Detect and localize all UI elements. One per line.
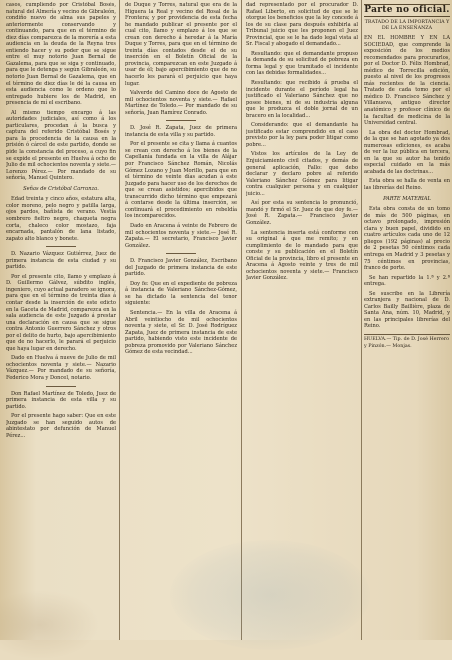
- advert-text: EN EL HOMBRE Y EN LA SOCIEDAD, que comprende la exposición de los medios recomendados para procurarlos, por el Doctor D. Félix Hombrad, médico de Torrecilla edición, puesto al nivel de los progresos más recientes de la ciencia. Tratado de cada tomo por el médico D. Francisco Sánchez y Villanueva, antiguo director anatómico y profesor clínico de la facultad de medicina de la Universidad central.: [364, 35, 450, 127]
- edict-signature: Valverde del Camino doce de Agosto de mil ochocientos noventa y siete.— Rafael Martínez de Toledo.— Por mandado de su señoría, Juan Ramírez Conrado.: [125, 90, 237, 116]
- edict-text: casos, cumpliendo por Cristóbal Bosés, natural del Almería y vecino de Gibraleón, condiño nuevo de alma sus papeles y anteriormente conservando y continuando, para que en el término de diez días comparezca de la morería a esta audiencia en la deuda de la Reyna tres entiendo hacer y su poder que se sigue entre el muy notorio Juan Bernal de Gazalema, para que se siga y continuado, para que le detenga y según Gibraleón, su notorio Juan Bernal de Gazalema, que en el término de diez días le dé la causa en esta audiencia como le ordeno que lo entregado hubiere los de Madrid, en presencia de mí el escribano.: [6, 2, 116, 107]
- sentence-text: dad representado por el procurador D. Rafael Liberto, en solicitud de que se le otorgue los beneficios que la ley concede á los de su clase para después exhibirla al Tribunal juicio que les proponen el Juez Provincial, que se le ha dado legal vista al Sr. Fiscal y abogado el demandado...: [246, 2, 358, 48]
- advert-text: Esta obra consta de un tomo de más de 500 páginas, en octavo prolongado, impresión clara y buen papel, dividido en cuatro artículos cada uno de 12 pliegos (192 páginas) al precio de 2 pesetas 50 céntimos cada entrega en Madrid y 3 pesetas y 75 céntimos en provincias, franco de porte.: [364, 206, 450, 272]
- edict-text: Por el presente hago saber: Que en este Juzgado se han seguido autos de abintestato por defunción de Manuel Pérez...: [6, 413, 116, 439]
- edict-text: Al mismo tiempo encargo á las autoridades judiciales, así como á los particulares, procedan á la busca y captura del referido Cristóbal Bosés y para la procedencia de la causa en la prisión ó cárcel de este partido, donde se pide la constancia del proceso, a cuyo fin se expide el presente en Huelva á ocho de Julio de mil ochocientos noventa y siete.— Lorenzo Pérez.— Por mandado de su señoría, Manuel Quintero.: [6, 109, 116, 182]
- sentence-text: Vistos los artículos de la Ley de Enjuiciamiento civil citados, y demás de general aplicación, Fallo: que debo declarar y declaro pobre al referido Valeriano Sánchez Gómez para litigar contra cualquier persona y en cualquier juicio...: [246, 151, 358, 197]
- sentence-text: Resultando: que recibido á prueba el incidente durante el período legal ha justificado el Valeriano Sánchez que no posee bienes, ni de su industria alguna que le produzca el doble jornal de un bracero en la localidad...: [246, 80, 358, 119]
- advert-subheading: PARTE MATERIAL: [383, 195, 431, 202]
- column-4: [364, 2, 450, 640]
- advert-text: Esta obra se halla de venta en las librerías del Reino.: [364, 178, 450, 192]
- edict-text: Doy fe: Que en el expediente de pobreza á instancia de Valeriano Sánchez-Gómez, se ha dictado la sentencia del tenor siguiente:: [125, 280, 237, 307]
- edict-heading: D. Francisco Javier González, Escribano del Juzgado de primera instancia de este partido.: [125, 258, 237, 278]
- sentence-text: Considerando: que el demandante ha justificado estar comprendido en el caso previsto por la ley para poder litigar como pobre...: [246, 122, 358, 148]
- column-2: [125, 2, 237, 640]
- edict-heading: D. Nazario Vázquez Gutiérrez, Juez de primera instancia de esta ciudad y su partido.: [6, 251, 116, 271]
- edict-text: Por el presente cito, llamo y emplazo á D. Guillermo Gálvez, súbdito inglés, ingeniero, cuyo actual paradero se ignora, para que en el término de treinta días á contar desde la inserción de este edicto en la Gaceta de Madrid, comparezca en la sala audiencia de este Juzgado á prestar una declaración en causa que se sigue contra Antonio Guerrero Sánchez y otros por el delito de hurto, bajo apercibimiento que de no hacerlo, le parará el perjuicio que haya lugar en derecho.: [6, 273, 116, 352]
- advert-text: Se han repartido la 1.ª y 2.ª entrega.: [364, 274, 450, 288]
- edict-signature: Dado en Aracena á veinte de Febrero de mil ochocientos noventa y siete.— José R. Zapata.— El secretario, Francisco Javier González.: [125, 222, 237, 249]
- description-text: Edad treinta y cinco años, estatura alta, color moreno, pelo negro y patilla larga, ojos pardos, bañista de verano. Vestía sombrero fieltro negro, chaqueta negra corta, chaleco color mostazo, faja encarnada, pantalón de lana listado, zapato alto blanco y bonete.: [6, 196, 116, 242]
- edict-text: Por el presente se cita y llama á cuantos se crean con derecho á los bienes de la Capellanía fundada en la villa de Alájar por Francisco Sánchez Román, Nicolás Gómez Lozano y Juan Morillo, para que en el término de veinte días acudan á este Juzgado para hacer uso de los derechos de que se crean asistidos; apercibidos que transcurrido dicho término que empezará á contarse desde la última inserción, se continuará el procedimiento en rebeldía los incomparecidos.: [125, 141, 237, 220]
- edict-heading: D. José R. Zapata, Juez de primera instancia de esta villa y su partido.: [125, 125, 237, 138]
- edict-signature: Dado en Huelva á nueve de Julio de mil ochocientos noventa y siete.— Nazario Vázquez.— Por mandado de su señoría, Federico Mora y Doncel, notario.: [6, 355, 116, 381]
- separator: [166, 253, 196, 254]
- edict-heading: Don Rafael Martínez de Toledo, Juez de primera instancia de esta villa y su partido.: [6, 390, 116, 410]
- separator: [166, 120, 196, 121]
- separator: [46, 386, 76, 387]
- column-3: [246, 2, 358, 640]
- description-heading: Señas de Cristóbal Carranza.: [23, 185, 99, 192]
- section-subheader: TRATADO DE LA IMPORTANCIA Y DE LA ENSEÑANZA: [364, 20, 450, 31]
- certification-text: La sentencia inserta está conforme con su original á que me remito; y en cumplimiento de lo mandado para que conste y su publicación en el Boletín Oficial de la provincia, libro el presente en Aracena á Agosto veinte y tres de mil ochocientos noventa y siete.— Francisco Javier González.: [246, 229, 358, 282]
- edict-text: de Duque y Torres, natural que era de la Higuera la Real y vecino del Rosal de la Frontera; y por providencia de esta fecha he mandado publicar el presente por el cual cito, llamo y emplazo á los que se crean con derecho á heredar á la María Duque y Torres, para que en el término de treinta días contados desde el de su inserción en el Boletín Oficial de la provincia, comparezcan en este Juzgado á usar de él; bajo apercibimiento que de no hacerlo les parará el perjuicio que haya lugar.: [125, 2, 237, 87]
- column-rule: [361, 0, 362, 640]
- section-header: Parte no oficial.: [364, 5, 450, 15]
- advert-text: Se suscribe en la Librería extranjera y nacional de D. Carlos Bailly Baillière, plaza de Santa Ana, núm. 10, Madrid, y en las principales librerías del Reino.: [364, 290, 450, 330]
- printer-footer: HUELVA.— Tip. de D. José Herrero y Pinzón.— Monjas.: [364, 334, 450, 350]
- column-rule: [119, 0, 120, 640]
- sentence-signature: Así por esta su sentencia lo pronunció, mandó y firmó el Sr. Juez de que doy fe.— José R. Zapata.— Francisco Javier González.: [246, 200, 358, 226]
- column-rule: [241, 0, 242, 640]
- advert-text: La obra del doctor Hombrad, de la que se han agotado ya dos numerosas ediciones, es acaba de ver la luz pública en tercera, en la que su autor ha tenido especial cuidado en la más acabada de las doctrinas...: [364, 129, 450, 175]
- separator: [46, 246, 76, 247]
- sentence-text: Sentencia.— En la villa de Aracena á Abril veintiocho de mil ochocientos noventa y siete, el Sr. D. José Rodríguez Zapata, Juez de primera instancia de este partido, habiendo visto este incidente de pobreza promovido por Valeriano Sánchez Gómez de esta vecindad...: [125, 309, 237, 356]
- column-1: [6, 2, 116, 640]
- sentence-text: Resultando: que el demandante propuso la demanda de su solicitud de pobreza en forma legal y que tramitado el incidente con las debidas formalidades...: [246, 50, 358, 77]
